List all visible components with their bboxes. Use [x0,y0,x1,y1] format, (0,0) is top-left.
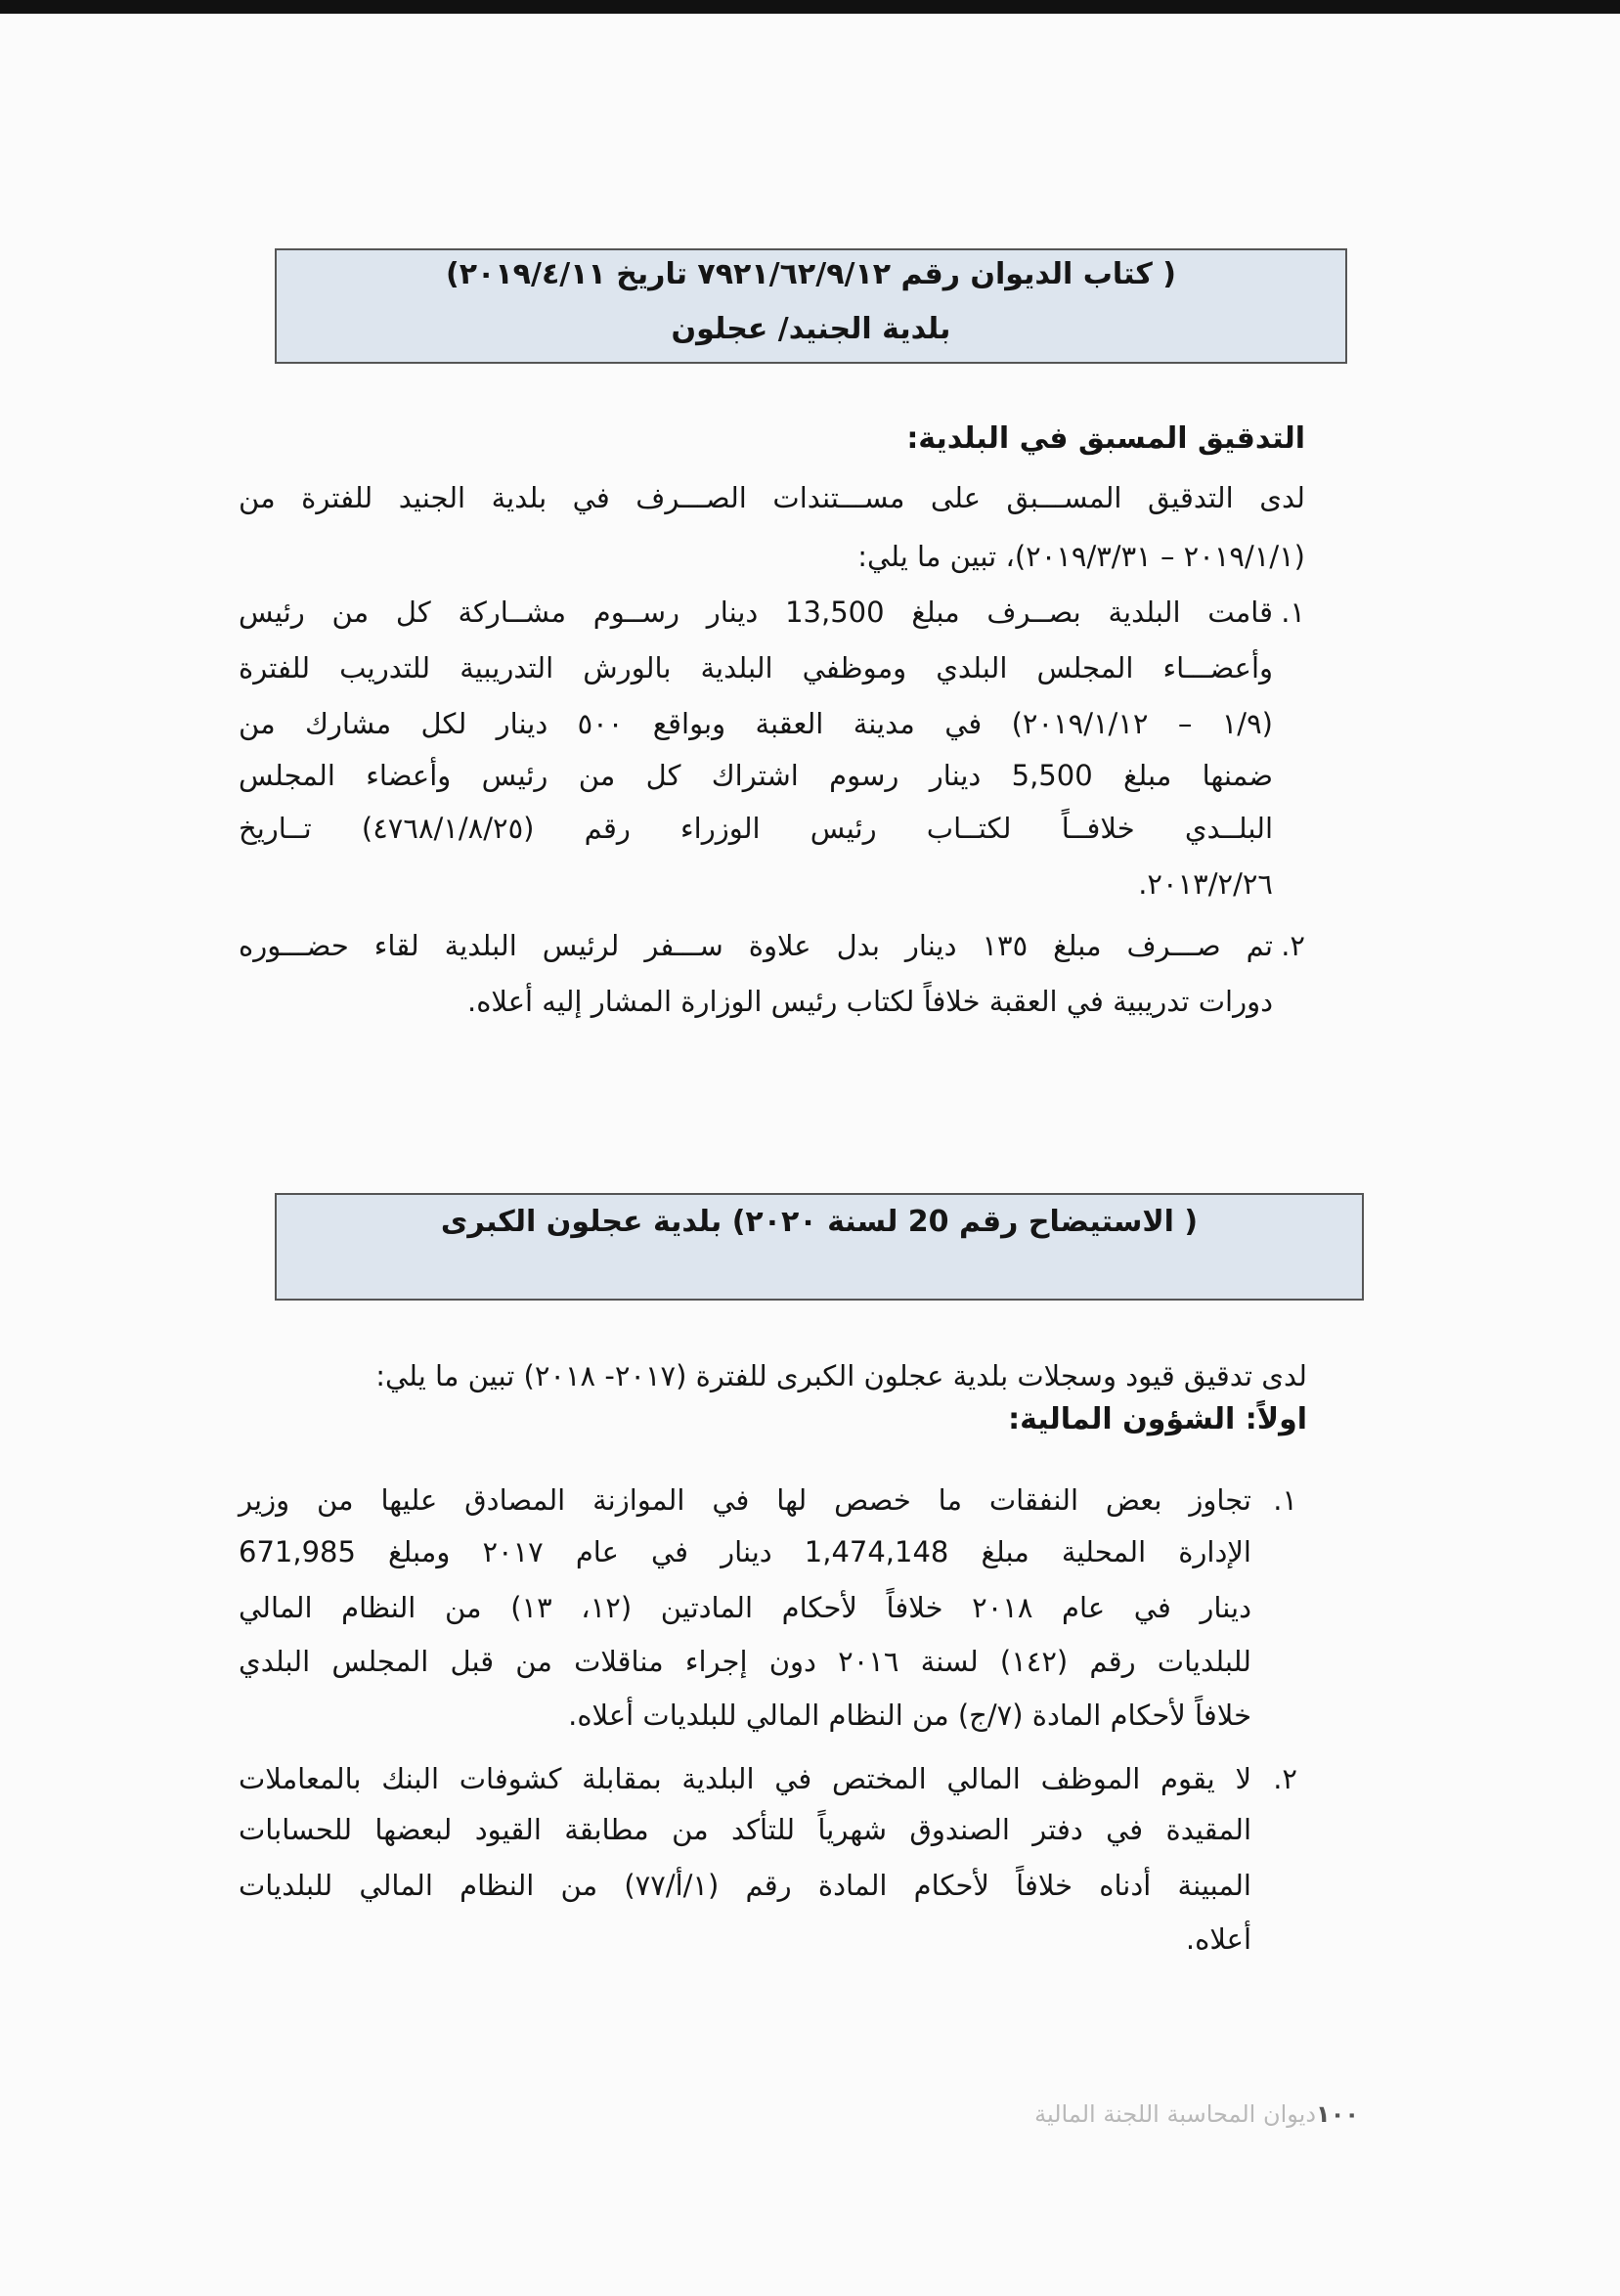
list-item-line: دينار في عام ٢٠١٨ خلافاً لأحكام المادتين (١٢، ١٣) من النظام المالي [239,1591,1251,1624]
intro-line: لدى تدقيق قيود وسجلات بلدية عجلون الكبرى للفترة (٢٠١٧- ٢٠١٨) تبين ما يلي: [375,1359,1307,1392]
section-heading: التدقيق المسبق في البلدية: [906,421,1305,456]
list-number: ١. [1281,596,1305,629]
list-item-line: ٢٠١٣/٢/٢٦. [1138,867,1273,901]
list-item-line: المبينة أدناه خلافاً لأحكام المادة رقم (١/أ/٧٧) من النظام المالي للبلديات [239,1869,1251,1902]
inquiry-title: ( الاستيضاح رقم 20 لسنة ٢٠٢٠) بلدية عجلون الكبرى [440,1205,1199,1239]
list-item-line: (١/٩ – ٢٠١٩/١/١٢) في مدينة العقبة وبواقع ٥٠٠ دينار لكل مشارك من [239,707,1273,740]
list-item-line: للبلديات رقم (١٤٢) لسنة ٢٠١٦ دون إجراء مناقلات من قبل المجلس البلدي [239,1645,1252,1678]
list-item-line: وأعضـــاء المجلس البلدي وموظفي البلدية بالورش التدريبية للتدريب للفترة [239,651,1273,684]
list-item-line: ضمنها مبلغ 5,500 دينار رسوم اشتراك كل من رئيس وأعضاء المجلس [239,759,1273,792]
intro-line: (٢٠١٩/١/١ – ٢٠١٩/٣/٣١)، تبين ما يلي: [857,540,1305,573]
footer-text: ديوان المحاسبة اللجنة المالية [1034,2100,1317,2128]
page-number: ١٠٠ [1316,2100,1359,2128]
list-item-line: الإدارة المحلية مبلغ 1,474,148 دينار في عام ٢٠١٧ ومبلغ 671,985 [239,1535,1251,1568]
municipality-title: بلدية الجنيد/ عجلون [671,312,951,346]
letter-reference-title: ( كتاب الديوان رقم ٧٩٢١/٦٢/٩/١٢ تاريخ ٢٠١٩/٤/١١) [446,257,1176,291]
list-item-line: تم صـــرف مبلغ ١٣٥ دينار بدل علاوة ســـفر لرئيس البلدية لقاء حضـــوره [239,929,1274,962]
list-number: ١. [1273,1483,1297,1517]
section-subheading: اولاً: الشؤون المالية: [1008,1402,1307,1436]
list-item-line: لا يقوم الموظف المالي المختص في البلدية بمقابلة كشوفات البنك بالمعاملات [239,1762,1251,1795]
list-number: ٢. [1281,929,1305,962]
scan-top-edge [0,0,1620,14]
list-item-line: قامت البلدية بصــرف مبلغ 13,500 دينار رســوم مشــاركة كل من رئيس [239,596,1273,629]
list-number: ٢. [1273,1762,1297,1795]
list-item-line: دورات تدريبية في العقبة خلافاً لكتاب رئيس الوزارة المشار إليه أعلاه. [466,985,1273,1018]
page-footer [811,2098,1359,2130]
intro-line: لدى التدقيق المســـبق على مســـتندات الصـــرف في بلدية الجنيد للفترة من [239,481,1305,514]
list-item-line: البلــدي خلافــاً لكتــاب رئيس الوزراء رقم (٤٧٦٨/١/٨/٢٥) تــاريخ [239,812,1273,845]
list-item-line: خلافاً لأحكام المادة (٧/ج) من النظام المالي للبلديات أعلاه. [568,1699,1251,1732]
list-item-line: تجاوز بعض النفقات ما خصص لها في الموازنة المصادق عليها من وزير [239,1483,1251,1517]
list-item-line: المقيدة في دفتر الصندوق شهرياً للتأكد من مطابقة القيود لبعضها للحسابات [239,1813,1251,1846]
list-item-line: أعلاه. [1185,1922,1251,1956]
